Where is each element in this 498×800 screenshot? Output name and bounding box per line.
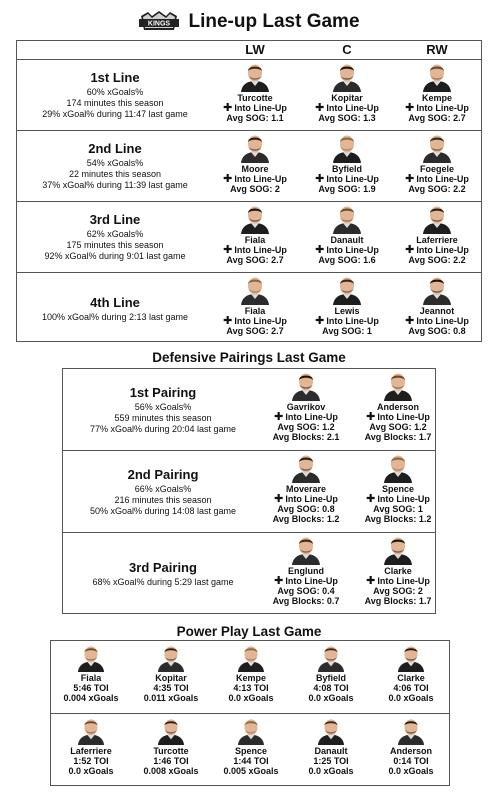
into-lineup-label: Into Line-Up xyxy=(326,174,379,184)
pairing-stat: 68% xGoal% during 5:29 last game xyxy=(92,577,234,587)
player-name: Turcotte xyxy=(153,746,189,756)
into-lineup-label: Into Line-Up xyxy=(377,576,430,586)
player-avg-sog: Avg SOG: 2 xyxy=(230,184,280,194)
into-lineup-label: Into Line-Up xyxy=(416,245,469,255)
player-avatar xyxy=(155,717,187,745)
pairing-stat: 66% xGoals% xyxy=(134,483,192,494)
player-avg-sog: Avg SOG: 0.8 xyxy=(277,504,335,514)
into-lineup-button[interactable] xyxy=(366,412,430,422)
into-lineup-label: Into Line-Up xyxy=(234,103,287,113)
player-card[interactable] xyxy=(392,62,482,123)
player-avatar xyxy=(315,717,347,745)
player-name: Fiala xyxy=(80,673,102,683)
player-toi: 5:46 TOI xyxy=(73,683,109,693)
into-lineup-button[interactable] xyxy=(405,245,469,255)
player-name: Anderson xyxy=(376,402,419,412)
into-lineup-button[interactable] xyxy=(405,103,469,113)
player-avatar xyxy=(289,535,323,565)
player-name: Turcotte xyxy=(237,93,273,103)
into-lineup-button[interactable] xyxy=(223,174,287,184)
player-toi: 1:52 TOI xyxy=(73,756,109,766)
player-name: Kempe xyxy=(421,93,452,103)
player-avatar xyxy=(238,133,272,163)
pairing-name: 1st Pairing xyxy=(129,384,197,400)
player-name: Spence xyxy=(234,746,267,756)
pairing-info xyxy=(63,451,263,532)
into-lineup-label: Into Line-Up xyxy=(326,316,379,326)
player-avg-blocks: Avg Blocks: 1.2 xyxy=(272,514,340,524)
page-title: Line-up Last Game xyxy=(188,11,360,32)
player-avatar xyxy=(420,133,454,163)
power-play-player[interactable] xyxy=(211,717,291,776)
player-name: Fiala xyxy=(244,306,266,316)
into-lineup-button[interactable] xyxy=(223,245,287,255)
into-lineup-label: Into Line-Up xyxy=(234,245,287,255)
player-name: Kempe xyxy=(235,673,266,683)
into-lineup-button[interactable] xyxy=(315,316,379,326)
player-avg-sog: Avg SOG: 2.7 xyxy=(226,255,284,265)
player-card[interactable] xyxy=(353,371,443,442)
player-card[interactable] xyxy=(302,62,392,123)
player-avatar xyxy=(381,453,415,483)
pairing-row xyxy=(63,369,435,451)
player-name: Danault xyxy=(330,235,364,245)
player-name: Kopitar xyxy=(331,93,363,103)
line-stat: 174 minutes this season xyxy=(66,98,164,108)
pairing-info xyxy=(63,369,263,450)
column-header-c: C xyxy=(342,42,352,57)
pairing-info xyxy=(63,533,263,615)
into-lineup-label: Into Line-Up xyxy=(416,316,469,326)
plus-icon: ✚ xyxy=(315,102,325,114)
forward-lines-table xyxy=(16,40,482,342)
line-stat: 175 minutes this season xyxy=(66,240,164,250)
line-name: 2nd Line xyxy=(88,141,142,156)
player-name: Foegele xyxy=(419,164,454,174)
plus-icon: ✚ xyxy=(223,173,233,185)
player-xgoals: 0.0 xGoals xyxy=(68,766,114,776)
player-xgoals: 0.005 xGoals xyxy=(223,766,279,776)
kings-logo xyxy=(138,11,180,33)
player-name: Byfield xyxy=(315,673,346,683)
power-play-player[interactable] xyxy=(51,717,131,776)
plus-icon: ✚ xyxy=(405,173,415,185)
player-avatar xyxy=(420,275,454,305)
defense-pairings-table xyxy=(62,368,436,614)
into-lineup-label: Into Line-Up xyxy=(326,103,379,113)
into-lineup-label: Into Line-Up xyxy=(285,412,338,422)
player-avatar xyxy=(315,644,347,672)
player-avatar xyxy=(75,644,107,672)
player-avatar xyxy=(330,62,364,92)
power-play-player[interactable] xyxy=(131,644,211,703)
line-stat: 22 minutes this season xyxy=(68,169,162,179)
player-avg-sog: Avg SOG: 2.2 xyxy=(408,255,466,265)
player-name: Laferriere xyxy=(416,235,458,245)
column-header-lw: LW xyxy=(245,42,265,57)
power-play-player[interactable] xyxy=(51,644,131,703)
into-lineup-button[interactable] xyxy=(274,576,338,586)
into-lineup-label: Into Line-Up xyxy=(285,576,338,586)
line-stat: 54% xGoals% xyxy=(86,158,144,168)
page-header xyxy=(0,8,498,36)
line-info xyxy=(17,202,213,272)
into-lineup-label: Into Line-Up xyxy=(326,245,379,255)
player-card[interactable] xyxy=(353,535,443,606)
player-card[interactable] xyxy=(353,453,443,524)
line-stat: 62% xGoals% xyxy=(86,229,144,239)
player-avatar xyxy=(330,133,364,163)
player-avg-sog: Avg SOG: 1 xyxy=(373,504,423,514)
player-xgoals: 0.0 xGoals xyxy=(388,766,434,776)
pairing-name: 3rd Pairing xyxy=(129,560,197,575)
line-row xyxy=(17,131,481,202)
player-avatar xyxy=(381,535,415,565)
line-stat: 60% xGoals% xyxy=(86,87,144,97)
player-card[interactable] xyxy=(261,453,351,524)
player-avg-sog: Avg SOG: 1.1 xyxy=(226,113,284,123)
power-play-row xyxy=(51,714,449,787)
player-avg-sog: Avg SOG: 2.2 xyxy=(408,184,466,194)
player-avatar xyxy=(330,204,364,234)
line-row xyxy=(17,60,481,131)
player-toi: 0:14 TOI xyxy=(393,756,429,766)
player-avatar xyxy=(420,204,454,234)
player-xgoals: 0.008 xGoals xyxy=(143,766,199,776)
player-name: Englund xyxy=(288,566,324,576)
plus-icon: ✚ xyxy=(274,575,284,587)
player-toi: 4:06 TOI xyxy=(393,683,429,693)
player-xgoals: 0.0 xGoals xyxy=(308,693,354,703)
into-lineup-button[interactable] xyxy=(315,174,379,184)
plus-icon: ✚ xyxy=(274,411,284,423)
player-avatar xyxy=(235,644,267,672)
pairing-stat: 56% xGoals% xyxy=(134,401,192,412)
player-avg-sog: Avg SOG: 1.6 xyxy=(318,255,376,265)
player-card[interactable] xyxy=(261,535,351,606)
player-name: Anderson xyxy=(389,746,432,756)
player-toi: 1:44 TOI xyxy=(233,756,269,766)
player-avg-sog: Avg SOG: 2.7 xyxy=(226,326,284,336)
power-play-row xyxy=(51,641,449,714)
power-play-player[interactable] xyxy=(291,717,371,776)
player-xgoals: 0.0 xGoals xyxy=(308,766,354,776)
player-avatar xyxy=(155,644,187,672)
player-avg-sog: Avg SOG: 0.8 xyxy=(408,326,466,336)
line-info xyxy=(17,131,213,201)
pairing-stat: 50% xGoal% during 14:08 last game xyxy=(89,505,237,516)
player-avg-sog: Avg SOG: 1.2 xyxy=(277,422,335,432)
player-avatar xyxy=(289,453,323,483)
player-xgoals: 0.011 xGoals xyxy=(143,693,199,703)
player-avatar xyxy=(381,371,415,401)
player-name: Clarke xyxy=(397,673,425,683)
plus-icon: ✚ xyxy=(223,102,233,114)
player-xgoals: 0.0 xGoals xyxy=(388,693,434,703)
power-play-player[interactable] xyxy=(291,644,371,703)
player-toi: 4:08 TOI xyxy=(313,683,349,693)
player-avatar xyxy=(289,371,323,401)
player-card[interactable] xyxy=(210,133,300,194)
player-card[interactable] xyxy=(302,275,392,336)
line-name: 3rd Line xyxy=(89,212,141,227)
pairing-stat: 216 minutes this season xyxy=(114,494,212,505)
into-lineup-label: Into Line-Up xyxy=(234,316,287,326)
player-avatar xyxy=(330,275,364,305)
line-name: 4th Line xyxy=(90,294,140,310)
pairing-stat: 559 minutes this season xyxy=(114,412,212,423)
plus-icon: ✚ xyxy=(315,173,325,185)
plus-icon: ✚ xyxy=(405,102,415,114)
player-avg-sog: Avg SOG: 0.4 xyxy=(277,586,335,596)
player-card[interactable] xyxy=(392,275,482,336)
line-stat: 100% xGoal% during 2:13 last game xyxy=(41,311,189,322)
player-avatar xyxy=(238,204,272,234)
into-lineup-button[interactable] xyxy=(223,103,287,113)
player-avg-blocks: Avg Blocks: 0.7 xyxy=(272,596,340,606)
plus-icon: ✚ xyxy=(315,244,325,256)
player-avatar xyxy=(238,275,272,305)
plus-icon: ✚ xyxy=(223,315,233,327)
player-xgoals: 0.004 xGoals xyxy=(63,693,119,703)
plus-icon: ✚ xyxy=(274,493,284,505)
into-lineup-button[interactable] xyxy=(274,494,338,504)
line-row xyxy=(17,273,481,344)
line-stat: 29% xGoal% during 11:47 last game xyxy=(42,109,188,119)
line-info xyxy=(17,273,213,344)
power-play-section-title: Power Play Last Game xyxy=(176,624,322,639)
player-card[interactable] xyxy=(302,133,392,194)
plus-icon: ✚ xyxy=(315,315,325,327)
into-lineup-label: Into Line-Up xyxy=(416,103,469,113)
line-stat: 37% xGoal% during 11:39 last game xyxy=(42,180,188,190)
plus-icon: ✚ xyxy=(366,575,376,587)
player-card[interactable] xyxy=(392,133,482,194)
plus-icon: ✚ xyxy=(223,244,233,256)
line-info xyxy=(17,60,213,130)
player-toi: 1:25 TOI xyxy=(313,756,349,766)
into-lineup-label: Into Line-Up xyxy=(416,174,469,184)
into-lineup-button[interactable] xyxy=(274,412,338,422)
player-avg-blocks: Avg Blocks: 1.7 xyxy=(364,596,432,606)
player-avg-sog: Avg SOG: 1.3 xyxy=(318,113,376,123)
into-lineup-label: Into Line-Up xyxy=(377,412,430,422)
player-toi: 4:13 TOI xyxy=(233,683,269,693)
power-play-player[interactable] xyxy=(371,644,451,703)
player-name: Jeannot xyxy=(419,306,455,316)
plus-icon: ✚ xyxy=(366,493,376,505)
player-avg-sog: Avg SOG: 1 xyxy=(322,326,372,336)
into-lineup-label: Into Line-Up xyxy=(377,494,430,504)
power-play-player[interactable] xyxy=(371,717,451,776)
into-lineup-button[interactable] xyxy=(223,316,287,326)
plus-icon: ✚ xyxy=(366,411,376,423)
player-card[interactable] xyxy=(210,275,300,336)
player-card[interactable] xyxy=(210,204,300,265)
power-play-player[interactable] xyxy=(131,717,211,776)
player-avatar xyxy=(420,62,454,92)
svg-text:KINGS: KINGS xyxy=(148,20,171,28)
column-header-rw: RW xyxy=(426,42,448,57)
player-name: Laferriere xyxy=(70,746,112,756)
player-name: Kopitar xyxy=(155,673,187,683)
pairing-row xyxy=(63,533,435,615)
player-card[interactable] xyxy=(392,204,482,265)
player-name: Gavrikov xyxy=(286,402,326,412)
plus-icon: ✚ xyxy=(405,315,415,327)
player-name: Moverare xyxy=(285,484,327,494)
player-avatar xyxy=(395,717,427,745)
player-name: Moore xyxy=(241,164,269,174)
into-lineup-button[interactable] xyxy=(315,245,379,255)
player-xgoals: 0.0 xGoals xyxy=(228,693,274,703)
power-play-player[interactable] xyxy=(211,644,291,703)
player-card[interactable] xyxy=(302,204,392,265)
player-card[interactable] xyxy=(261,371,351,442)
plus-icon: ✚ xyxy=(405,244,415,256)
player-name: Spence xyxy=(381,484,414,494)
player-name: Byfield xyxy=(331,164,362,174)
power-play-table xyxy=(50,640,450,786)
player-toi: 4:35 TOI xyxy=(153,683,189,693)
player-avatar xyxy=(235,717,267,745)
pairing-name: 2nd Pairing xyxy=(127,466,199,482)
player-avg-sog: Avg SOG: 1.9 xyxy=(318,184,376,194)
pairing-row xyxy=(63,451,435,533)
player-avg-blocks: Avg Blocks: 1.2 xyxy=(364,514,432,524)
pairing-stat: 77% xGoal% during 20:04 last game xyxy=(89,423,237,434)
into-lineup-label: Into Line-Up xyxy=(234,174,287,184)
player-avatar xyxy=(395,644,427,672)
player-avg-sog: Avg SOG: 2 xyxy=(373,586,423,596)
player-card[interactable] xyxy=(210,62,300,123)
player-toi: 1:46 TOI xyxy=(153,756,189,766)
into-lineup-button[interactable] xyxy=(366,494,430,504)
player-avg-sog: Avg SOG: 1.2 xyxy=(369,422,427,432)
into-lineup-label: Into Line-Up xyxy=(285,494,338,504)
player-avg-blocks: Avg Blocks: 1.7 xyxy=(364,432,432,442)
player-avatar xyxy=(238,62,272,92)
line-stat: 92% xGoal% during 9:01 last game xyxy=(44,251,186,261)
player-avatar xyxy=(75,717,107,745)
line-name: 1st Line xyxy=(90,70,140,85)
player-name: Lewis xyxy=(334,306,360,316)
into-lineup-button[interactable] xyxy=(405,316,469,326)
player-name: Danault xyxy=(314,746,348,756)
into-lineup-button[interactable] xyxy=(405,174,469,184)
player-avg-sog: Avg SOG: 2.7 xyxy=(408,113,466,123)
line-row xyxy=(17,202,481,273)
into-lineup-button[interactable] xyxy=(366,576,430,586)
player-name: Fiala xyxy=(244,235,266,245)
into-lineup-button[interactable] xyxy=(315,103,379,113)
player-name: Clarke xyxy=(384,566,412,576)
defense-section-title: Defensive Pairings Last Game xyxy=(152,350,346,365)
player-avg-blocks: Avg Blocks: 2.1 xyxy=(272,432,340,442)
